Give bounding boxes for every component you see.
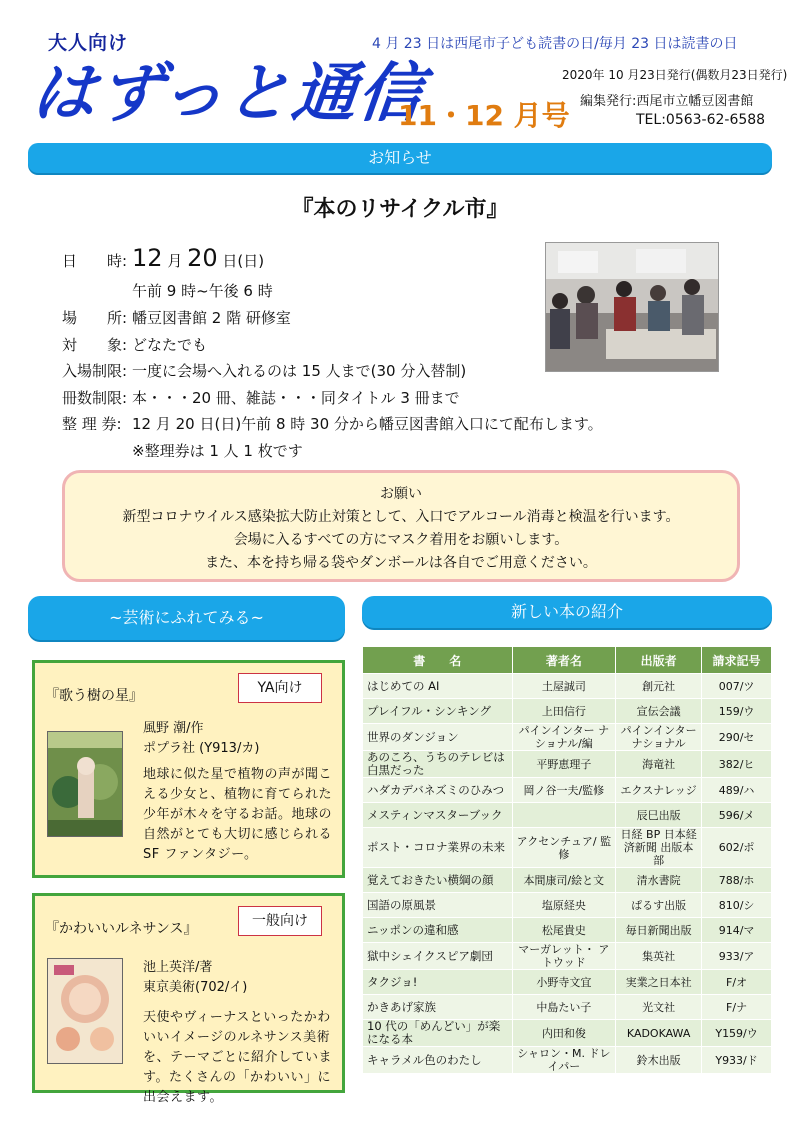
book-title-cell: ニッポンの違和感	[363, 918, 513, 943]
audience-tag: 一般向け	[238, 906, 322, 936]
request-line: 会場に入るすべての方にマスク着用をお願いします。	[233, 532, 569, 548]
call-number-cell: F/オ	[702, 970, 772, 995]
author-cell: マーガレット・ アトウッド	[512, 943, 616, 970]
notice-banner: お知らせ	[28, 143, 772, 173]
column-header: 出版者	[616, 647, 702, 674]
event-place-row: 場 所: 幡豆図書館 2 階 研修室	[62, 309, 291, 327]
table-row	[363, 724, 772, 751]
request-line: 新型コロナウイルス感染拡大防止対策として、入口でアルコール消毒と検温を行います。	[122, 509, 680, 525]
publisher-cell: KADOKAWA	[616, 1020, 702, 1047]
call-number-cell: 788/ホ	[702, 868, 772, 893]
ticket-note-row: ※整理券は 1 人 1 枚です	[132, 442, 303, 460]
book-title: 『歌う樹の星』	[45, 688, 143, 704]
column-header: 著者名	[512, 647, 616, 674]
publisher-cell: 実業之日本社	[616, 970, 702, 995]
publisher-cell: 光文社	[616, 995, 702, 1020]
event-target-row: 対 象: どなたでも	[62, 336, 208, 354]
publisher-cell: 宣伝会議	[616, 699, 702, 724]
publisher-cell: エクスナレッジ	[616, 778, 702, 803]
author-cell: 松尾貴史	[512, 918, 616, 943]
publisher-cell: 日経 BP 日本経済新聞 出版本部	[616, 828, 702, 868]
table-row	[363, 868, 772, 893]
publisher-cell: 集英社	[616, 943, 702, 970]
entry-limit-row: 入場制限: 一度に会場へ入れるのは 15 人まで(30 分入替制)	[62, 362, 467, 380]
book-publisher: 東京美術(702/イ)	[143, 980, 248, 995]
book-author: 池上英洋/著	[143, 960, 213, 975]
issue-label: 11・12 月号	[398, 99, 570, 132]
author-cell: 塩原経央	[512, 893, 616, 918]
new-books-banner: 新しい本の紹介	[362, 596, 772, 628]
author-cell: 中島たい子	[512, 995, 616, 1020]
publisher-cell: 鈴木出版	[616, 1047, 702, 1074]
table-header-row	[363, 647, 772, 674]
event-title: 『本のリサイクル市』	[291, 197, 509, 222]
author-cell: アクセンチュア/ 監修	[512, 828, 616, 868]
event-photo	[545, 242, 719, 372]
column-header: 書 名	[363, 647, 513, 674]
publisher-cell: 創元社	[616, 674, 702, 699]
author-cell: 小野寺文宜	[512, 970, 616, 995]
book-card	[32, 893, 345, 1105]
call-number-cell: 596/メ	[702, 803, 772, 828]
telephone: TEL:0563-62-6588	[636, 112, 766, 128]
new-books-table	[362, 646, 772, 1074]
newsletter-title: はずっと通信	[28, 57, 429, 131]
publisher-cell: 清水書院	[616, 868, 702, 893]
art-banner: ~芸術にふれてみる~	[28, 596, 345, 640]
call-number-cell: F/ナ	[702, 995, 772, 1020]
editor-info: 編集発行:西尾市立幡豆図書館	[580, 94, 754, 109]
table-row	[363, 778, 772, 803]
author-cell: 内田和俊	[512, 1020, 616, 1047]
author-cell: 上田信行	[512, 699, 616, 724]
table-row	[363, 893, 772, 918]
book-title-cell: 国語の原風景	[363, 893, 513, 918]
call-number-cell: 290/セ	[702, 724, 772, 751]
book-title-cell: 世界のダンジョン	[363, 724, 513, 751]
publisher-cell: パインインター ナショナル	[616, 724, 702, 751]
table-row	[363, 995, 772, 1020]
table-row	[363, 674, 772, 699]
table-row	[363, 970, 772, 995]
book-cover	[47, 731, 123, 837]
table-row	[363, 918, 772, 943]
author-cell: シャロン・M. ドレイパー	[512, 1047, 616, 1074]
call-number-cell: 810/シ	[702, 893, 772, 918]
table-row	[363, 803, 772, 828]
book-title-cell: ハダカデバネズミのひみつ	[363, 778, 513, 803]
book-title-cell: 覚えておきたい横綱の顔	[363, 868, 513, 893]
call-number-cell: Y159/ウ	[702, 1020, 772, 1047]
book-cover	[47, 958, 123, 1064]
publisher-cell: 海竜社	[616, 751, 702, 778]
call-number-cell: 007/ツ	[702, 674, 772, 699]
publication-date: 2020年 10 月23日発行(偶数月23日発行)	[562, 68, 788, 82]
row-label: 日 時:	[62, 252, 128, 270]
publisher-cell: 毎日新聞出版	[616, 918, 702, 943]
book-author: 風野 潮/作	[143, 721, 204, 736]
table-row	[363, 828, 772, 868]
call-number-cell: 914/マ	[702, 918, 772, 943]
table-row	[363, 943, 772, 970]
book-title-cell: タクジョ!	[363, 970, 513, 995]
book-description: 天使やヴィーナスといったかわいいイメージのルネサンス美術を、テーマごとに紹介しています。たくさんの「かわいい」に出会えます。	[143, 1010, 333, 1105]
tagline: 4 月 23 日は西尾市子ども読書の日/毎月 23 日は読書の日	[372, 36, 738, 52]
publisher-cell: 辰巳出版	[616, 803, 702, 828]
audience-tag: YA向け	[238, 673, 322, 703]
call-number-cell: 602/ポ	[702, 828, 772, 868]
book-title-cell: プレイフル・シンキング	[363, 699, 513, 724]
author-cell: パインインター ナショナル/編	[512, 724, 616, 751]
book-limit-row: 冊数制限: 本・・・20 冊、雑誌・・・同タイトル 3 冊まで	[62, 389, 460, 407]
book-title-cell: 獄中シェイクスピア劇団	[363, 943, 513, 970]
book-publisher: ポプラ社 (Y913/カ)	[143, 741, 260, 756]
request-line: また、本を持ち帰る袋やダンボールは各自でご用意ください。	[205, 555, 597, 571]
request-box	[62, 470, 740, 582]
book-title-cell: メスティンマスターブック	[363, 803, 513, 828]
request-heading: お願い	[380, 486, 422, 502]
book-title-cell: はじめての AI	[363, 674, 513, 699]
book-title-cell: かきあげ家族	[363, 995, 513, 1020]
author-cell: 土屋誠司	[512, 674, 616, 699]
call-number-cell: 159/ウ	[702, 699, 772, 724]
table-row	[363, 751, 772, 778]
audience-label: 大人向け	[48, 32, 129, 54]
author-cell: 平野恵理子	[512, 751, 616, 778]
book-card	[32, 660, 345, 878]
author-cell	[512, 803, 616, 828]
column-header: 請求記号	[702, 647, 772, 674]
call-number-cell: Y933/ド	[702, 1047, 772, 1074]
author-cell: 本間康司/絵と文	[512, 868, 616, 893]
table-row	[363, 1020, 772, 1047]
publisher-cell: ぱるす出版	[616, 893, 702, 918]
ticket-row: 整 理 券: 12 月 20 日(日)午前 8 時 30 分から幡豆図書館入口にて配布します。	[62, 415, 603, 433]
author-cell: 岡ノ谷一夫/監修	[512, 778, 616, 803]
book-title-cell: キャラメル色のわたし	[363, 1047, 513, 1074]
book-title-cell: ポスト・コロナ業界の未来	[363, 828, 513, 868]
table-row	[363, 1047, 772, 1074]
table-row	[363, 699, 772, 724]
book-title: 『かわいいルネサンス』	[45, 921, 198, 937]
call-number-cell: 933/ア	[702, 943, 772, 970]
book-title-cell: あのころ、うちのテレビは白黒だった	[363, 751, 513, 778]
call-number-cell: 382/ヒ	[702, 751, 772, 778]
event-date-row: 日 時: 12 月 20 日(日)	[62, 244, 265, 272]
book-title-cell: 10 代の「めんどい」が楽になる本	[363, 1020, 513, 1047]
call-number-cell: 489/ハ	[702, 778, 772, 803]
event-time-row: 午前 9 時~午後 6 時	[132, 282, 273, 300]
book-description: 地球に似た星で植物の声が聞こえる少女と、植物に育てられた少年が木々を守るお話。地球の自然がとても大切に感じられる SF ファンタジー。	[143, 767, 333, 862]
